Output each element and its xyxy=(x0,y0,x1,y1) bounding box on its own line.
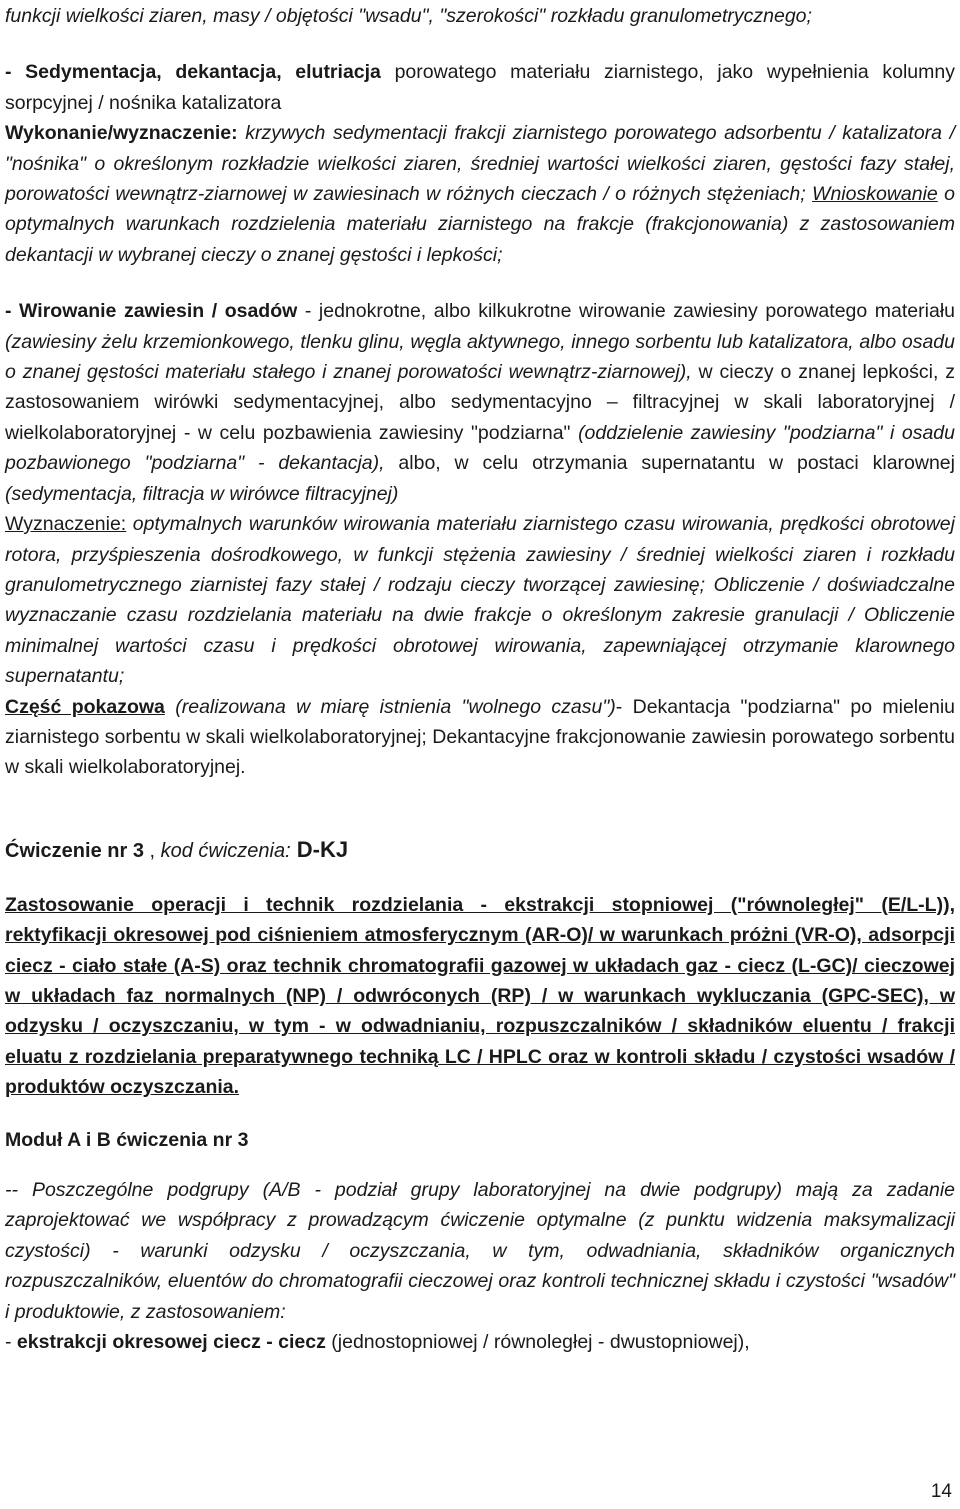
exercise-heading xyxy=(5,890,955,1103)
execution-label: Wykonanie/wyznaczenie: xyxy=(5,122,238,145)
determination-label: Wyznaczenie: xyxy=(5,513,127,536)
exercise-code: D-KJ xyxy=(290,836,349,862)
page-number: 14 xyxy=(930,1481,952,1502)
paragraph-subgroups xyxy=(5,1175,955,1327)
exercise-title xyxy=(5,835,955,866)
paragraph-centrifugation xyxy=(5,296,955,783)
demo-part-text: - Dekantacja "podziarna" po mieleniu ziarnistego sorbentu w skali wielkolaboratoryjnej; Dekantacyjne frakcjonowanie zawiesin porowatego sorbentu w skali wielkolaboratoryjnej. xyxy=(5,695,955,779)
demo-part-note: (realizowana w miarę istnienia "wolnego czasu") xyxy=(164,695,616,718)
execution-text: krzywych sedymentacji frakcji ziarnistego porowatego adsorbentu / katalizatora / "nośnika" o określonym rozkładzie wielkości ziaren, średniej wartości wielkości ziaren, gęstości fazy stałej, porowatości wewnątrz-ziarnowej w zawiesinach w różnych cieczach / o różnych stężeniach; xyxy=(5,122,955,206)
centrifugation-italic-3: (sedymentacja, filtracja w wirówce filtracyjnej) xyxy=(5,482,399,505)
exercise-code-label: kod ćwiczenia: xyxy=(160,839,291,862)
sedimentation-heading: - Sedymentacja, dekantacja, elutriacja xyxy=(5,61,381,84)
text-granulometry: funkcji wielkości ziaren, masy / objętości "wsadu", "szerokości" rozkładu granulometrycznego; xyxy=(5,5,812,27)
centrifugation-text-2: w cieczy o znanej lepkości, z zastosowaniem wirówki sedymentacyjnej, albo sedymentacyjno – filtracyjnej w skali laboratoryjnej / wielkolaboratoryjnej - w celu pozbawienia zawiesiny "podziarna" xyxy=(5,361,955,444)
exercise-separator: , xyxy=(143,839,161,862)
exercise-number: Ćwiczenie nr 3 xyxy=(5,839,144,862)
centrifugation-italic-2: (oddzielenie zawiesiny "podziarna" i osadu pozbawionego "podziarna" - dekantacja), xyxy=(5,421,955,475)
extraction-dash: - xyxy=(5,1331,17,1354)
sedimentation-text: porowatego materiału ziarnistego, jako wypełnienia kolumny sorpcyjnej / nośnika katalizatora xyxy=(5,61,955,114)
subgroups-text: -- Poszczególne podgrupy (A/B - podział grupy laboratoryjnej na dwie podgrupy) mają za zadanie zaprojektować we współpracy z prowadzącym ćwiczenie optymalne (z punktu widzenia maksymalizacji czystości) - warunki odzysku / oczyszczania, w tym, odwadniania, składników organicznych rozpuszczalników, eluentów do chromatografii cieczowej oraz kontroli technicznej składu i czystości "wsadów" i produktowie, z zastosowaniem: xyxy=(5,1179,955,1323)
exercise-heading-text: Zastosowanie operacji i technik rozdzielania - ekstrakcji stopniowej ("równoległej" (E/L-L)), rektyfikacji okresowej pod ciśnieniem atmosferycznym (AR-O)/ w warunkach próżni (VR-O), adsorpcji ciecz - ciało stałe (A-S) oraz technik chromatografii gazowej w układach gaz - ciecz (L-GC)/ cieczowej w układach faz normalnych (NP) / odwróconych (RP) / w warunkach wykluczania (GPC-SEC), w odzysku / oczyszczaniu, w tym - w odwadnianiu, rozpuszczalników / składników eluentu / frakcji eluatu z rozdzielania preparatywnego techniką LC / HPLC oraz w kontroli składu / czystości wsadów / produktów oczyszczania. xyxy=(5,893,955,1099)
centrifugation-heading: - Wirowanie zawiesin / osadów xyxy=(5,300,298,323)
centrifugation-text-1: - jednokrotne, albo kilkukrotne wirowanie zawiesiny porowatego materiału xyxy=(297,300,955,323)
determination-text: optymalnych warunków wirowania materiału ziarnistego czasu wirowania, prędkości obrotowej rotora, przyśpieszenia dośrodkowego, w funkcji stężenia zawiesiny / średniej wielkości ziaren i rozkładu granulometrycznego ziarnistej fazy stałej / rodzaju cieczy tworzącej zawiesinę; Obliczenie / doświadczalne wyznaczanie czasu rozdzielania materiału na dwie frakcje o określonym zakresie granulacji / Obliczenie minimalnej wartości czasu i prędkości obrotowej wirowania, zapewniającej otrzymanie klarownego supernatantu; xyxy=(5,513,955,688)
centrifugation-italic-1: (zawiesiny żelu krzemionkowego, tlenku glinu, węgla aktywnego, innego sorbentu lub katalizatora, albo osadu o znanej gęstości materiału stałego i znanej porowatości wewnątrz-ziarnowej), xyxy=(5,330,955,384)
paragraph-sedimentation xyxy=(5,57,955,270)
paragraph-granulometry xyxy=(5,1,955,31)
extraction-text: (jednostopniowej / równoległej - dwustopniowej), xyxy=(325,1331,750,1354)
conclusion-text: o optymalnych warunkach rozdzielenia materiału ziarnistego na frakcje (frakcjonowania) z zastosowaniem dekantacji w wybranej cieczy o znanej gęstości i lepkości; xyxy=(5,183,955,266)
document-page xyxy=(5,0,955,1357)
conclusion-label: Wnioskowanie xyxy=(812,183,938,206)
centrifugation-text-3: albo, w celu otrzymania supernatantu w postaci klarownej xyxy=(384,452,955,475)
extraction-label: ekstrakcji okresowej ciecz - ciecz xyxy=(16,1331,326,1354)
module-title xyxy=(5,1125,955,1155)
paragraph-extraction xyxy=(5,1327,955,1357)
demo-part-label: Część pokazowa xyxy=(5,695,165,718)
module-title-text: Moduł A i B ćwiczenia nr 3 xyxy=(5,1128,249,1151)
